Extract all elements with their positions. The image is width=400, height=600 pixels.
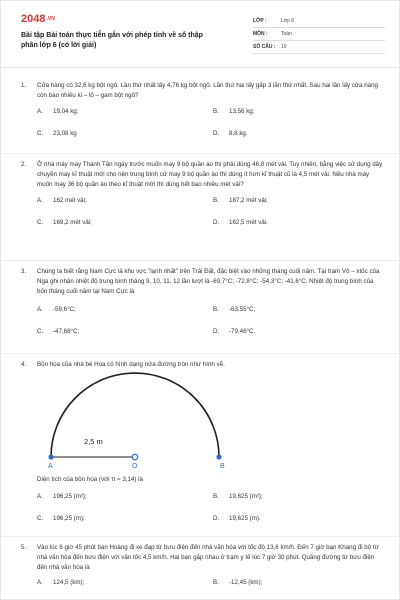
meta-label: SỐ CÂU : <box>253 44 276 50</box>
header <box>21 13 385 63</box>
question-1 <box>21 81 383 152</box>
option-b[interactable]: B. 13,56 kg; <box>213 108 255 115</box>
option-d[interactable]: D. -79,46°C. <box>213 328 256 335</box>
question-4-continued <box>21 475 383 537</box>
option-b[interactable]: B. -12,45 (km); <box>213 579 263 586</box>
label-a: A <box>48 463 53 470</box>
meta-value: Lớp 6 <box>281 18 295 24</box>
divider <box>1 153 400 154</box>
option-d[interactable]: D. 162,5 mét vải. <box>213 219 268 226</box>
question-2 <box>21 160 383 241</box>
question-5 <box>21 543 383 591</box>
option-b[interactable]: B. -63,55°C; <box>213 306 256 313</box>
meta-label: LỚP : <box>253 18 267 24</box>
option-a[interactable]: A. 196,25 (m²); <box>37 493 87 500</box>
question-number: 1. <box>21 82 27 89</box>
meta-row-lop <box>253 15 385 28</box>
label-b: B <box>220 463 225 470</box>
option-a[interactable]: A. 19,04 kg; <box>37 108 79 115</box>
option-c[interactable]: C. 169,2 mét vải; <box>37 219 92 226</box>
label-o: O <box>132 463 138 470</box>
point-b <box>216 454 221 459</box>
question-3 <box>21 267 383 350</box>
question-text: Ở nhà máy may Thanh Tân ngày trước muốn may 9 bộ quần áo thì phải dùng 46,8 mét vải. Tuy nhiên, bằng việc sử dụng dây chuyền may kĩ thuật mới cho nên trung bình cứ may 9 bộ quần áo thì dùng ít hơn kĩ thuật cũ là 4,5 mét vải. Nếu nhà máy muốn may 36 bộ quần áo theo kĩ thuật mới thì dùng hết bao nhiêu mét vải? <box>37 161 383 188</box>
meta-row-so-cau <box>253 41 385 54</box>
point-a <box>48 454 53 459</box>
question-text: Bồn hoa của nhà bé Hoa có hình dạng nửa đường tròn như hình vẽ. <box>37 361 225 368</box>
meta-label: MÔN : <box>253 31 268 37</box>
meta-value: Toán <box>281 31 292 37</box>
option-d[interactable]: D. 8,8 kg. <box>213 130 248 137</box>
divider <box>1 536 400 537</box>
meta-table <box>253 15 385 54</box>
option-a[interactable]: A. -59,6°C; <box>37 306 76 313</box>
option-a[interactable]: A. 162 mét vải; <box>37 197 87 204</box>
semicircle-arc <box>51 373 219 457</box>
divider <box>1 260 400 261</box>
question-number: 3. <box>21 268 27 275</box>
meta-value: 10 <box>281 44 287 50</box>
meta-row-mon <box>253 28 385 41</box>
question-text: Chúng ta biết rằng Nam Cực là khu vực "lạnh nhất" trên Trái Đất, đặc biệt vào những tháng cuối năm. Tại trạm Vô – xtốc của Nga ghi nhận nhiệt độ trung bình tháng 9, 10, 11, 12 lần lượt là -69,7°C; -72,8°C; -54,3°C; -41,6°C. Nhiệt độ trung bình của bốn tháng cuối năm tại Nam Cực là <box>37 268 380 295</box>
divider <box>1 353 400 354</box>
question-number: 2. <box>21 161 27 168</box>
question-text: Vào lúc 6 giờ 45 phút bạn Hoàng đi xe đạp từ bưu điện đến nhà văn hóa với tốc độ 13,6 km/h. Đến 7 giờ bạn Khang đi bộ từ nhà văn hóa đến bưu điện với vận tốc 4,5 km/h. Hai bạn gặp nhau ở trạm y tế lúc 7 giờ 30 phút. Quãng đường từ bưu điện đến nhà văn hóa là <box>37 544 379 571</box>
option-b[interactable]: B. 187,2 mét vải; <box>213 197 268 204</box>
option-c[interactable]: C. -47,68°C; <box>37 328 80 335</box>
page-title: Bài tập Bài toán thực tiễn gắn với phép tính về số thập phân lớp 6 (có lời giải) <box>21 32 203 49</box>
option-b[interactable]: B. 19,625 (m²); <box>213 493 263 500</box>
option-a[interactable]: A. 124,5 (km); <box>37 579 85 586</box>
point-o <box>132 454 138 460</box>
question-number: 4. <box>21 361 27 368</box>
option-d[interactable]: D. 19,625 (m). <box>213 515 261 522</box>
header-divider <box>1 67 400 68</box>
radius-label: 2,5 m <box>84 437 103 446</box>
option-c[interactable]: C. 196,25 (m); <box>37 515 85 522</box>
question-4 <box>21 360 383 370</box>
site-logo[interactable]: 2048.VN <box>21 13 55 25</box>
option-c[interactable]: C. 23,08 kg <box>37 130 77 137</box>
question-text: Diện tích của bồn hoa (với π ≈ 3,14) là <box>37 476 143 483</box>
semicircle-figure <box>39 371 229 471</box>
question-text: Cửa hàng có 32,6 kg bột ngô. Lần thứ nhất lấy 4,76 kg bột ngô. Lần thứ hai lấy gấp 3 lần thứ nhất. Sau hai lần lấy cửa hàng còn bao nhiêu ki – lô – gam bột ngô? <box>37 82 378 99</box>
question-number: 5. <box>21 544 27 551</box>
